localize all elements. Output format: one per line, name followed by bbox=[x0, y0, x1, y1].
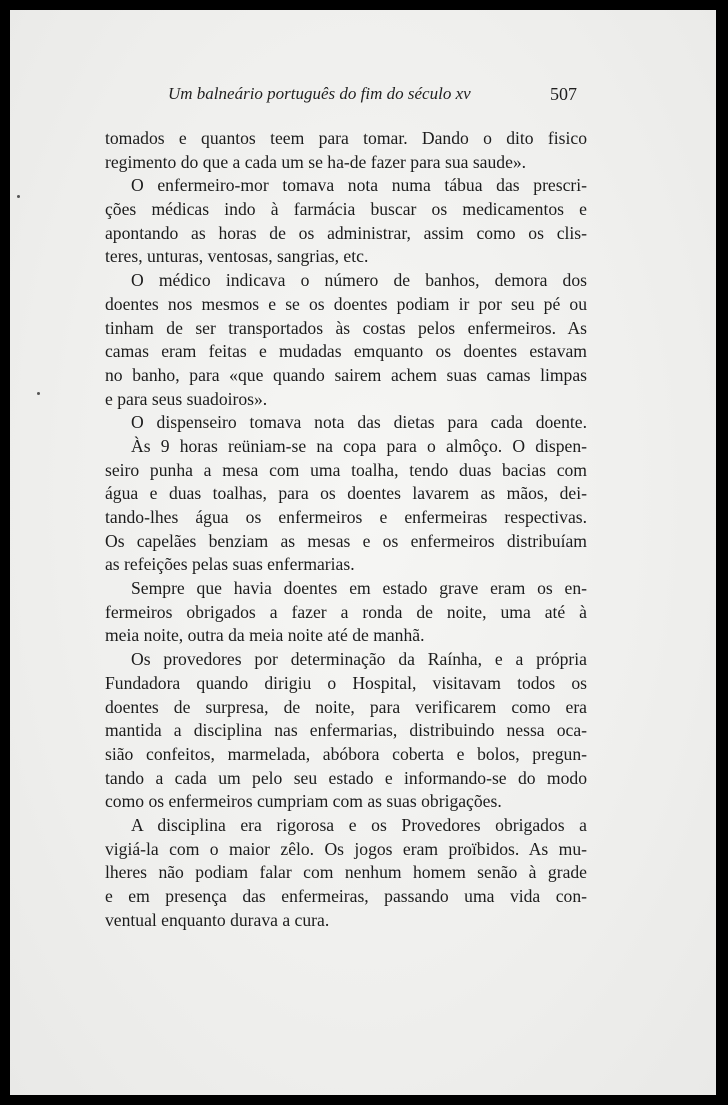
text-line: Às 9 horas reüniam-se na copa para o almôço. O dispen- bbox=[131, 435, 587, 456]
text-line: camas eram feitas e mudadas emquanto os doentes estavam bbox=[105, 341, 587, 362]
text-line: doentes nos mesmos e se os doentes podiam ir por seu pé ou bbox=[105, 293, 587, 314]
text-line: tomados e quantos teem para tomar. Dando o dito fisico bbox=[105, 128, 587, 148]
text-line: Os provedores por determinação da Raínha, e a própria bbox=[131, 649, 587, 670]
text-line: água e duas toalhas, para os doentes lavarem as mãos, dei- bbox=[105, 483, 587, 504]
text-line: apontando as horas de os administrar, assim como os clis- bbox=[105, 222, 587, 243]
body-text bbox=[105, 127, 587, 932]
text-line: como os enfermeiros cumpriam com as suas obrigações. bbox=[105, 791, 502, 812]
text-line: e para seus suadoiros». bbox=[105, 388, 268, 409]
text-line: mantida a disciplina nas enfermarias, distribuindo nessa oca- bbox=[105, 720, 587, 741]
text-line: e em presença das enfermeiras, passando uma vida con- bbox=[105, 886, 587, 906]
text-line: tando-lhes água os enfermeiros e enfermeiras respectivas. bbox=[105, 507, 587, 527]
text-line: Os capelães benziam as mesas e os enfermeiros distribuíam bbox=[105, 530, 587, 551]
text-line: ções médicas indo à farmácia buscar os medicamentos e bbox=[105, 199, 587, 220]
text-line: fermeiros obrigados a fazer a ronda de noite, uma até à bbox=[105, 601, 587, 622]
book-page bbox=[10, 10, 716, 1095]
text-line: A disciplina era rigorosa e os Provedores obrigados a bbox=[131, 814, 587, 835]
page-number: 507 bbox=[550, 84, 577, 104]
text-line: tando a cada um pelo seu estado e informando-se do modo bbox=[105, 767, 587, 788]
text-line: seiro punha a mesa com uma toalha, tendo duas bacias com bbox=[105, 459, 587, 480]
text-line: Sempre que havia doentes em estado grave eram os en- bbox=[131, 578, 587, 599]
speck-mark bbox=[37, 392, 40, 395]
text-line: no banho, para «que quando sairem achem suas camas limpas bbox=[105, 364, 587, 385]
text-line: lheres não podiam falar com nenhum homem senão à grade bbox=[105, 862, 587, 883]
text-line: O dispenseiro tomava nota das dietas para cada doente. bbox=[131, 412, 587, 433]
text-line: tinham de ser transportados às costas pelos enfermeiros. As bbox=[105, 317, 587, 338]
text-line: O médico indicava o número de banhos, demora dos bbox=[131, 270, 587, 291]
running-title: Um balneário português do fim do século xv bbox=[168, 84, 471, 103]
speck-mark bbox=[17, 195, 20, 198]
text-line: Fundadora quando dirigiu o Hospital, visitavam todos os bbox=[105, 672, 587, 693]
text-line: doentes de surpresa, de noite, para verificarem como era bbox=[105, 696, 587, 717]
text-line: as refeições pelas suas enfermarias. bbox=[105, 554, 355, 575]
text-line: sião confeitos, marmelada, abóbora coberta e bolos, pregun- bbox=[105, 743, 587, 764]
running-head bbox=[10, 84, 716, 112]
text-line: teres, unturas, ventosas, sangrias, etc. bbox=[105, 246, 369, 267]
text-line: vigiá-la com o maior zêlo. Os jogos eram proïbidos. As mu- bbox=[105, 838, 587, 859]
text-line: O enfermeiro-mor tomava nota numa tábua das prescri- bbox=[131, 175, 587, 196]
text-line: regimento do que a cada um se ha-de fazer para sua saude». bbox=[105, 151, 527, 172]
text-line: ventual enquanto durava a cura. bbox=[105, 909, 330, 930]
text-line: meia noite, outra da meia noite até de manhã. bbox=[105, 625, 425, 646]
